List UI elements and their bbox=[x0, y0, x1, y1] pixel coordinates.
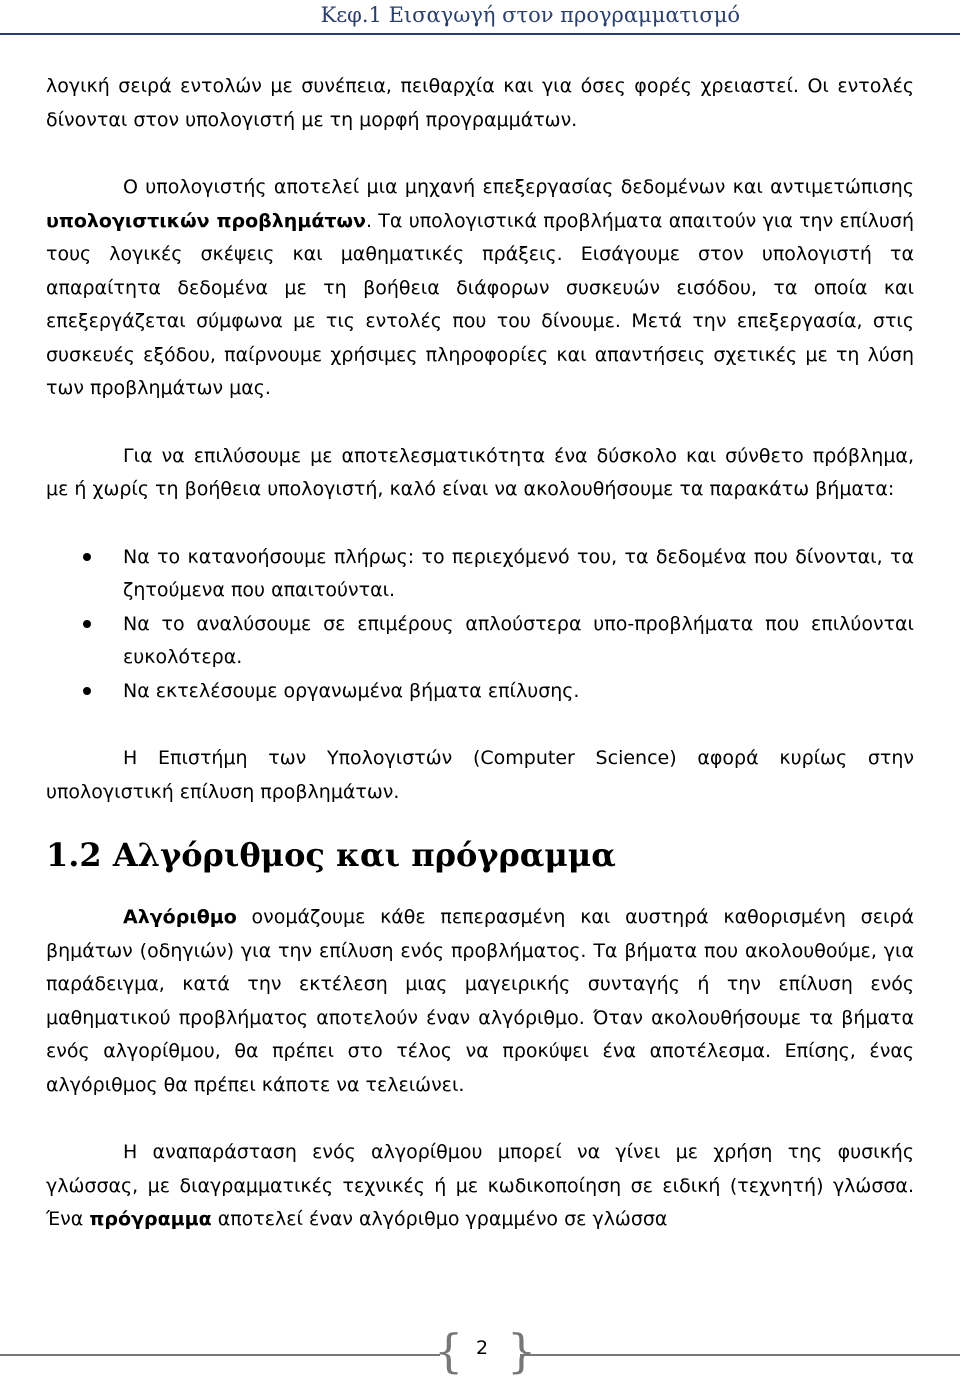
list-item bbox=[46, 608, 914, 675]
paragraph-steps-intro: Για να επιλύσουμε με αποτελεσματικότητα ένα δύσκολο και σύνθετο πρόβλημα, με ή χωρίς τη βοήθεια υπολογιστή, καλό είναι να ακολουθήσουμε τα παρακάτω βήματα: bbox=[46, 444, 914, 500]
list-item-text: Να το κατανοήσουμε πλήρως: το περιεχόμενό του, τα δεδομένα που δίνονται, τα ζητούμενα που απαιτούνται. bbox=[123, 545, 914, 601]
paragraph-program bbox=[46, 1136, 914, 1237]
bullet-icon bbox=[83, 687, 91, 695]
list-item bbox=[46, 541, 914, 608]
footer-rule-right bbox=[520, 1354, 960, 1356]
footer-rule-left bbox=[0, 1354, 440, 1356]
paragraph-computer bbox=[46, 171, 914, 406]
header-rule bbox=[0, 33, 960, 35]
list-item-text: Να εκτελέσουμε οργανωμένα βήματα επίλυσης. bbox=[123, 679, 580, 702]
bold-term: υπολογιστικών προβλημάτων bbox=[46, 209, 366, 232]
running-header: Κεφ.1 Εισαγωγή στον προγραμματισμό bbox=[320, 3, 740, 27]
right-brace-icon: } bbox=[507, 1324, 537, 1378]
paragraph-computer-science: Η Επιστήμη των Υπολογιστών (Computer Science) αφορά κυρίως στην υπολογιστική επίλυση προβλημάτων. bbox=[46, 747, 914, 803]
bullet-icon bbox=[83, 620, 91, 628]
paragraph-text: Η αναπαράσταση ενός αλγορίθμου μπορεί να γίνει με χρήση της φυσικής γλώσσας, με διαγραμματικές τεχνικές ή με κωδικοποίηση σε ειδική (τεχνητή) γλώσσα. Ένα bbox=[46, 1141, 914, 1230]
page-body bbox=[46, 70, 914, 1237]
paragraph-continuation: λογική σειρά εντολών με συνέπεια, πειθαρχία και για όσες φορές χρειαστεί. Οι εντολές δίνονται στον υπολογιστή με τη μορφή προγραμμάτων. bbox=[46, 75, 914, 131]
bullet-icon bbox=[83, 553, 91, 561]
steps-list bbox=[46, 541, 914, 709]
paragraph-algorithm bbox=[46, 901, 914, 1102]
paragraph-text: αποτελεί έναν αλγόριθμο γραμμένο σε γλώσσα bbox=[211, 1208, 668, 1230]
section-heading: 1.2 Αλγόριθμος και πρόγραμμα bbox=[46, 836, 616, 874]
page-number: 2 bbox=[475, 1337, 489, 1359]
list-item-text: Να το αναλύσουμε σε επιμέρους απλούστερα υπο-προβλήματα που επιλύονται ευκολότερα. bbox=[123, 612, 914, 668]
paragraph-text: ονομάζουμε κάθε πεπερασμένη και αυστηρά καθορισμένη σειρά βημάτων (οδηγιών) για την επίλυση ενός προβλήματος. Τα βήματα που ακολουθούμε, για παράδειγμα, κατά την εκτέλεση μιας μαγειρικής συνταγής ή την επίλυση ενός μαθηματικού προβλήματος αποτελούν έναν αλγόριθμο. Όταν ακολουθήσουμε τα βήματα ενός αλγορίθμου, θα πρέπει στο τέλος να προκύψει ένα αποτέλεσμα. Επίσης, ένας αλγόριθμος θα πρέπει κάποτε να τελειώνει. bbox=[46, 906, 914, 1096]
paragraph-text: Ο υπολογιστής αποτελεί μια μηχανή επεξεργασίας δεδομένων και αντιμετώπισης bbox=[123, 176, 914, 198]
left-brace-icon: { bbox=[434, 1324, 464, 1378]
bold-term: Αλγόριθμο bbox=[123, 906, 237, 928]
list-item bbox=[46, 675, 914, 709]
paragraph-text: . Τα υπολογιστικά προβλήματα απαιτούν για την επίλυσή τους λογικές σκέψεις και μαθηματικές πράξεις. Εισάγουμε στον υπολογιστή τα απαραίτητα δεδομένα με τη βοήθεια διάφορων συσκευών εισόδου, τα οποία και επεξεργάζεται σύμφωνα με τις εντολές που του δίνουμε. Μετά την επεξεργασία, στις συσκευές εξόδου, παίρνουμε χρήσιμες πληροφορίες και απαντήσεις σχετικές με τη λύση των προβλημάτων μας. bbox=[46, 209, 914, 399]
page-footer bbox=[0, 1321, 960, 1381]
bold-term: πρόγραμμα bbox=[89, 1208, 212, 1230]
